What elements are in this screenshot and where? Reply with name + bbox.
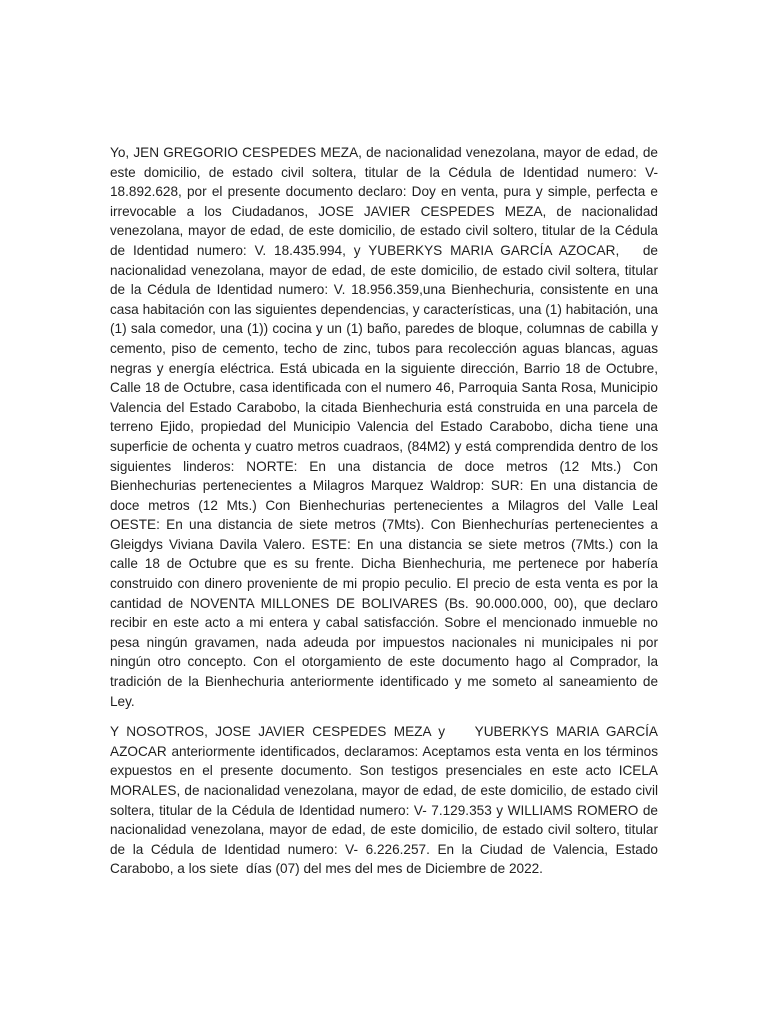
sale-declaration-paragraph: Yo, JEN GREGORIO CESPEDES MEZA, de nacionalidad venezolana, mayor de edad, de este domicilio, de estado civil soltera, titular de la Cédula de Identidad numero: V-18.892.628, por el presente documento declaro: Doy en venta, pura y simple, perfecta e irrevocable a los Ciudadanos, JOSE JAVIER CESPEDES MEZA, de nacionalidad venezolana, mayor de edad, de este domicilio, de estado civil soltero, titular de la Cédula de Identidad numero: V. 18.435.994, y YUBERKYS MARIA GARCÍA AZOCAR, de nacionalidad venezolana, mayor de edad, de este domicilio, de estado civil soltera, titular de la Cédula de Identidad numero: V. 18.956.359,una Bienhechuria, consistente en una casa habitación con las siguientes dependencias, y características, una (1) habitación, una (1) sala comedor, una (1)) cocina y un (1) baño, paredes de bloque, columnas de cabilla y cemento, piso de cemento, techo de zinc, tubos para recolección aguas blancas, aguas negras y energía eléctrica. Está ubicada en la siguiente dirección, Barrio 18 de Octubre, Calle 18 de Octubre, casa identificada con el numero 46, Parroquia Santa Rosa, Municipio Valencia del Estado Carabobo, la citada Bienhechuria está construida en una parcela de terreno Ejido, propiedad del Municipio Valencia del Estado Carabobo, dicha tiene una superficie de ochenta y cuatro metros cuadraos, (84M2) y está comprendida dentro de los siguientes linderos: NORTE: En una distancia de doce metros (12 Mts.) Con Bienhechurias pertenecientes a Milagros Marquez Waldrop: SUR: En una distancia de doce metros (12 Mts.) Con Bienhechurias pertenecientes a Milagros del Valle Leal OESTE: En una distancia de siete metros (7Mts). Con Bienhechurías pertenecientes a Gleigdys Viviana Davila Valero. ESTE: En una distancia se siete metros (7Mts.) con la calle 18 de Octubre que es su frente. Dicha Bienhechuria, me pertenece por habería construido con dinero proveniente de mi propio peculio. El precio de esta venta es por la cantidad de NOVENTA MILLONES DE BOLIVARES (Bs. 90.000.000, 00), que declaro recibir en este acto a mi entera y cabal satisfacción. Sobre el mencionado inmueble no pesa ningún gravamen, nada adeuda por impuestos nacionales ni municipales ni por ningún otro concepto. Con el otorgamiento de este documento hago al Comprador, la tradición de la Bienhechuria anteriormente identificado y me someto al saneamiento de Ley. <box>110 145 662 709</box>
document-body <box>110 143 662 890</box>
acceptance-paragraph: Y NOSOTROS, JOSE JAVIER CESPEDES MEZA y YUBERKYS MARIA GARCÍA AZOCAR anteriormente identificados, declaramos: Aceptamos esta venta en los términos expuestos en el presente documento. Son testigos presenciales en este acto ICELA MORALES, de nacionalidad venezolana, mayor de edad, de este domicilio, de estado civil soltera, titular de la Cédula de Identidad numero: V- 7.129.353 y WILLIAMS ROMERO de nacionalidad venezolana, mayor de edad, de este domicilio, de estado civil soltero, titular de la Cédula de Identidad numero: V- 6.226.257. En la Ciudad de Valencia, Estado Carabobo, a los siete días (07) del mes del mes de Diciembre de 2022. <box>110 724 662 877</box>
